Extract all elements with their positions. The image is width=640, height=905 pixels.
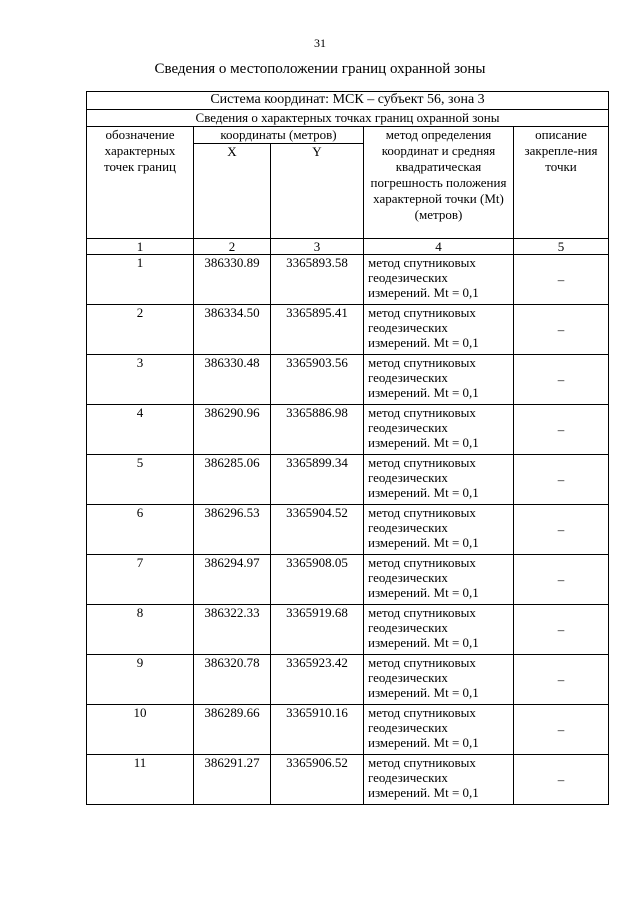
method-cell: метод спутниковых геодезических измерений. Mt = 0,1 <box>364 555 514 605</box>
column-number: 2 <box>194 239 271 255</box>
method-cell: метод спутниковых геодезических измерений. Mt = 0,1 <box>364 755 514 805</box>
section-title-cell: Сведения о характерных точках границ охранной зоны <box>87 110 609 127</box>
description-cell: – <box>514 255 609 305</box>
x-coordinate-cell: 386320.78 <box>194 655 271 705</box>
point-cell: 8 <box>87 605 194 655</box>
y-coordinate-cell: 3365910.16 <box>271 705 364 755</box>
description-cell: – <box>514 555 609 605</box>
table-row <box>87 705 609 755</box>
y-coordinate-cell: 3365899.34 <box>271 455 364 505</box>
x-coordinate-cell: 386294.97 <box>194 555 271 605</box>
table-row <box>87 255 609 305</box>
description-cell: – <box>514 705 609 755</box>
description-cell: – <box>514 405 609 455</box>
description-cell: – <box>514 605 609 655</box>
method-cell: метод спутниковых геодезических измерений. Mt = 0,1 <box>364 405 514 455</box>
y-coordinate-cell: 3365893.58 <box>271 255 364 305</box>
x-coordinate-cell: 386296.53 <box>194 505 271 555</box>
y-coordinate-cell: 3365886.98 <box>271 405 364 455</box>
column-number: 4 <box>364 239 514 255</box>
coordinates-table <box>86 91 609 805</box>
method-cell: метод спутниковых геодезических измерений. Mt = 0,1 <box>364 455 514 505</box>
description-cell: – <box>514 755 609 805</box>
page-number: 31 <box>314 36 326 50</box>
point-cell: 11 <box>87 755 194 805</box>
y-coordinate-cell: 3365903.56 <box>271 355 364 405</box>
method-cell: метод спутниковых геодезических измерений. Mt = 0,1 <box>364 655 514 705</box>
document-title: Сведения о местоположении границ охранной зоны <box>154 61 486 77</box>
x-coordinate-cell: 386289.66 <box>194 705 271 755</box>
description-cell: – <box>514 505 609 555</box>
y-coordinate-cell: 3365895.41 <box>271 305 364 355</box>
y-coordinate-cell: 3365923.42 <box>271 655 364 705</box>
table-row <box>87 755 609 805</box>
method-cell: метод спутниковых геодезических измерений. Mt = 0,1 <box>364 305 514 355</box>
y-coordinate-cell: 3365919.68 <box>271 605 364 655</box>
x-coordinate-cell: 386291.27 <box>194 755 271 805</box>
column-number: 5 <box>514 239 609 255</box>
point-cell: 9 <box>87 655 194 705</box>
table-row <box>87 655 609 705</box>
point-cell: 10 <box>87 705 194 755</box>
point-cell: 6 <box>87 505 194 555</box>
point-cell: 3 <box>87 355 194 405</box>
method-cell: метод спутниковых геодезических измерений. Mt = 0,1 <box>364 705 514 755</box>
point-cell: 4 <box>87 405 194 455</box>
point-cell: 2 <box>87 305 194 355</box>
point-cell: 1 <box>87 255 194 305</box>
table-row <box>87 555 609 605</box>
column-number: 3 <box>271 239 364 255</box>
point-cell: 5 <box>87 455 194 505</box>
table-row <box>87 605 609 655</box>
description-cell: – <box>514 655 609 705</box>
x-coordinate-cell: 386330.89 <box>194 255 271 305</box>
method-cell: метод спутниковых геодезических измерений. Mt = 0,1 <box>364 505 514 555</box>
x-coordinate-cell: 386330.48 <box>194 355 271 405</box>
table-row <box>87 355 609 405</box>
x-coordinate-cell: 386285.06 <box>194 455 271 505</box>
table-row <box>87 505 609 555</box>
y-coordinate-cell: 3365908.05 <box>271 555 364 605</box>
header-coordinates: координаты (метров) <box>194 127 364 144</box>
method-cell: метод спутниковых геодезических измерений. Mt = 0,1 <box>364 605 514 655</box>
y-coordinate-cell: 3365904.52 <box>271 505 364 555</box>
table-row <box>87 305 609 355</box>
table-row <box>87 405 609 455</box>
y-coordinate-cell: 3365906.52 <box>271 755 364 805</box>
header-y: Y <box>271 144 364 239</box>
header-description: описание закрепле-ния точки <box>514 127 609 239</box>
x-coordinate-cell: 386334.50 <box>194 305 271 355</box>
header-method: метод определения координат и средняя квадратическая погрешность положения характерной точки (Mt) (метров) <box>364 127 514 239</box>
description-cell: – <box>514 455 609 505</box>
coordinate-system-cell: Система координат: МСК – субъект 56, зона 3 <box>87 92 609 110</box>
x-coordinate-cell: 386322.33 <box>194 605 271 655</box>
table-row <box>87 455 609 505</box>
column-number: 1 <box>87 239 194 255</box>
x-coordinate-cell: 386290.96 <box>194 405 271 455</box>
header-point-designation: обозначение характерных точек границ <box>87 127 194 239</box>
description-cell: – <box>514 355 609 405</box>
method-cell: метод спутниковых геодезических измерений. Mt = 0,1 <box>364 355 514 405</box>
header-x: X <box>194 144 271 239</box>
method-cell: метод спутниковых геодезических измерений. Mt = 0,1 <box>364 255 514 305</box>
description-cell: – <box>514 305 609 355</box>
point-cell: 7 <box>87 555 194 605</box>
